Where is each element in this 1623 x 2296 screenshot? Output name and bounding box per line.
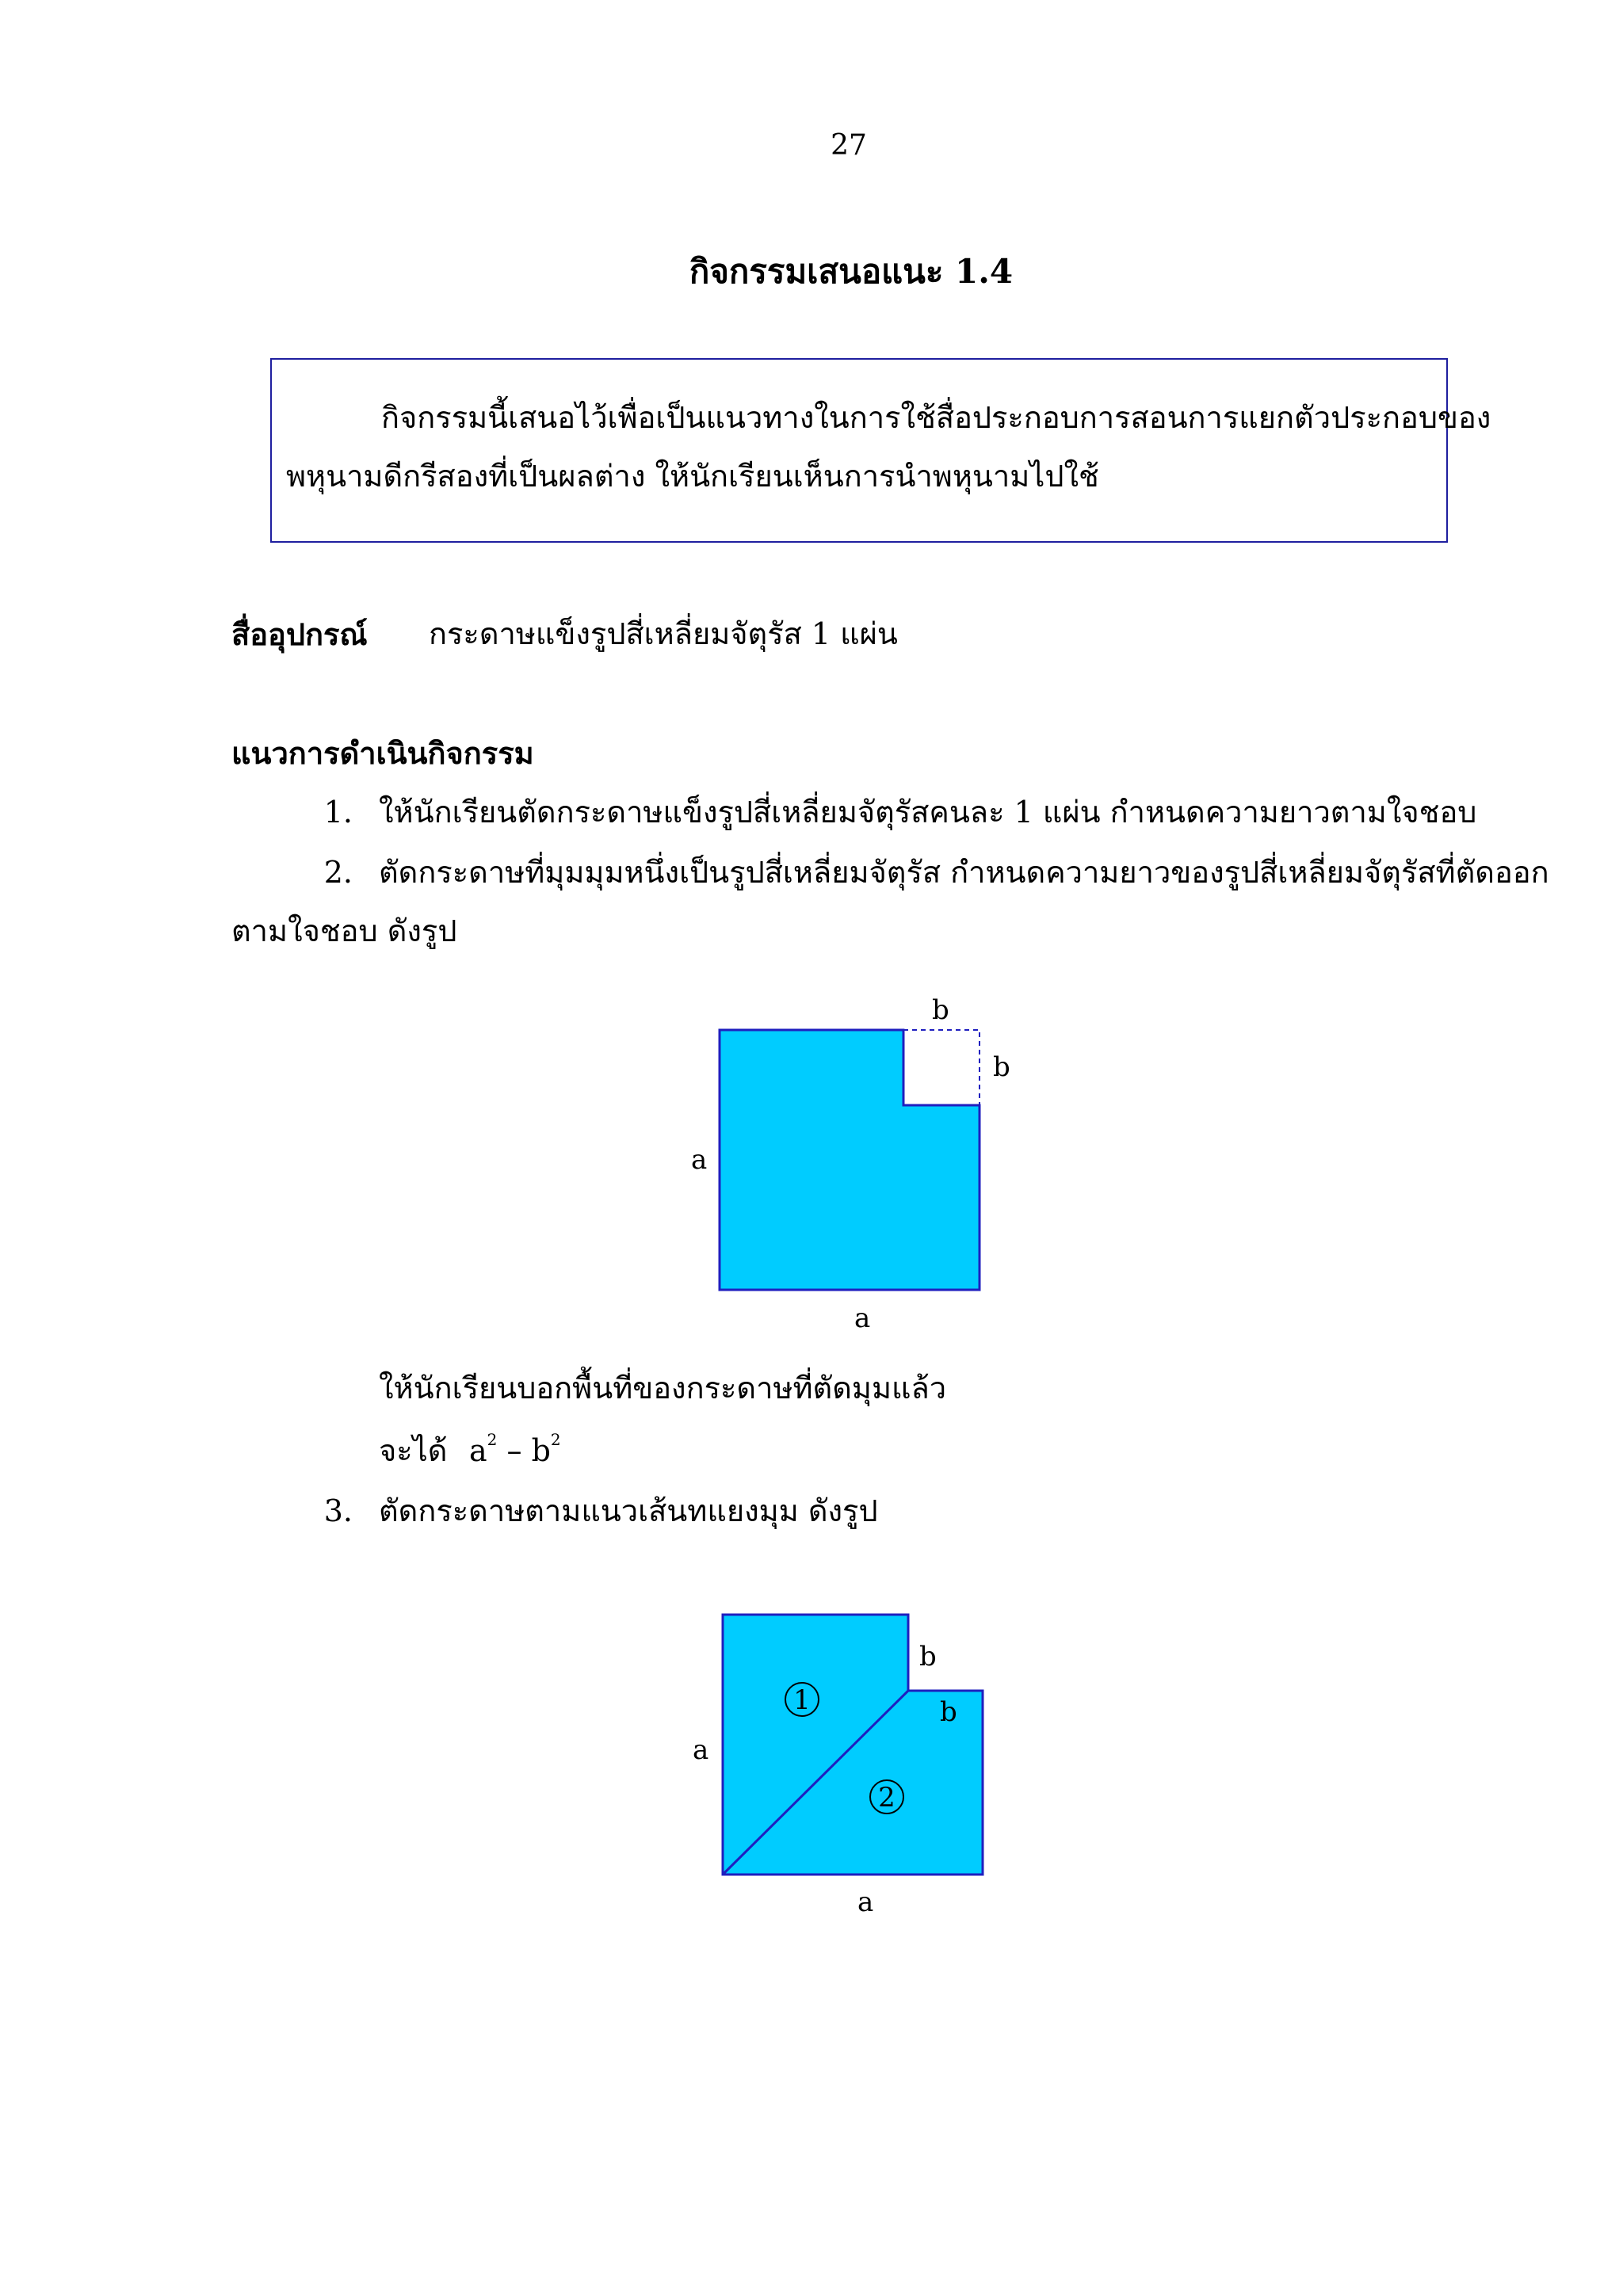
step-3-number: 3. [323,1493,353,1528]
area-instruction: ให้นักเรียนบอกพื้นที่ของกระดาษที่ตัดมุมแล้ว [379,1371,947,1405]
piece-2-label: 2 [878,1782,896,1814]
cut-square-shape [720,1030,980,1290]
area-formula: $a^2 - b^2$ [469,1430,561,1468]
step-1-text: ให้นักเรียนตัดกระดาษแข็งรูปสี่เหลี่ยมจัตุรัสคนละ 1 แผ่น กำหนดความยาวตามใจชอบ [379,795,1477,830]
page-number: 27 [831,129,867,162]
procedure-heading: แนวการดำเนินกิจกรรม [231,735,534,771]
note-box [270,358,1448,543]
label-side-a: a [693,1734,709,1766]
note-line-2: พหุนามดีกรีสองที่เป็นผลต่าง ให้นักเรียนเห็นการนำพหุนามไปใช้ [286,459,1099,494]
equipment-text: กระดาษแข็งรูปสี่เหลี่ยมจัตุรัส 1 แผ่น [429,616,898,651]
activity-title: กิจกรรมเสนอแนะ 1.4 [689,252,1014,291]
label-top-b: b [932,994,949,1026]
piece-1-label: 1 [793,1684,811,1716]
result-label: จะได้ [379,1433,448,1468]
label-right-b: b [993,1051,1010,1083]
step-1-number: 1. [323,795,353,830]
label-top-b: b [919,1641,937,1672]
removed-square-outline [903,1030,980,1105]
figure-diagonal-cut [674,1600,1054,1933]
label-right-b: b [940,1696,957,1728]
step-2-text: ตัดกระดาษที่มุมมุมหนึ่งเป็นรูปสี่เหลี่ยมจัตุรัส กำหนดความยาวของรูปสี่เหลี่ยมจัตุรัสที่ตัดออก [379,855,1549,890]
label-bottom-a: a [857,1886,874,1918]
step-2-number: 2. [323,855,353,890]
step-3-text: ตัดกระดาษตามแนวเส้นทแยงมุม ดังรูป [379,1493,878,1528]
note-line-1: กิจกรรมนี้เสนอไว้เพื่อเป็นแนวทางในการใช้สื่อประกอบการสอนการแยกตัวประกอบของ [381,400,1491,435]
label-bottom-a: a [854,1302,871,1334]
step-2-continuation: ตามใจชอบ ดังรูป [231,913,457,948]
equipment-label: สื่ออุปกรณ์ [231,616,368,652]
figure-square-corner-cut [674,989,1054,1337]
label-side-a: a [691,1144,708,1176]
